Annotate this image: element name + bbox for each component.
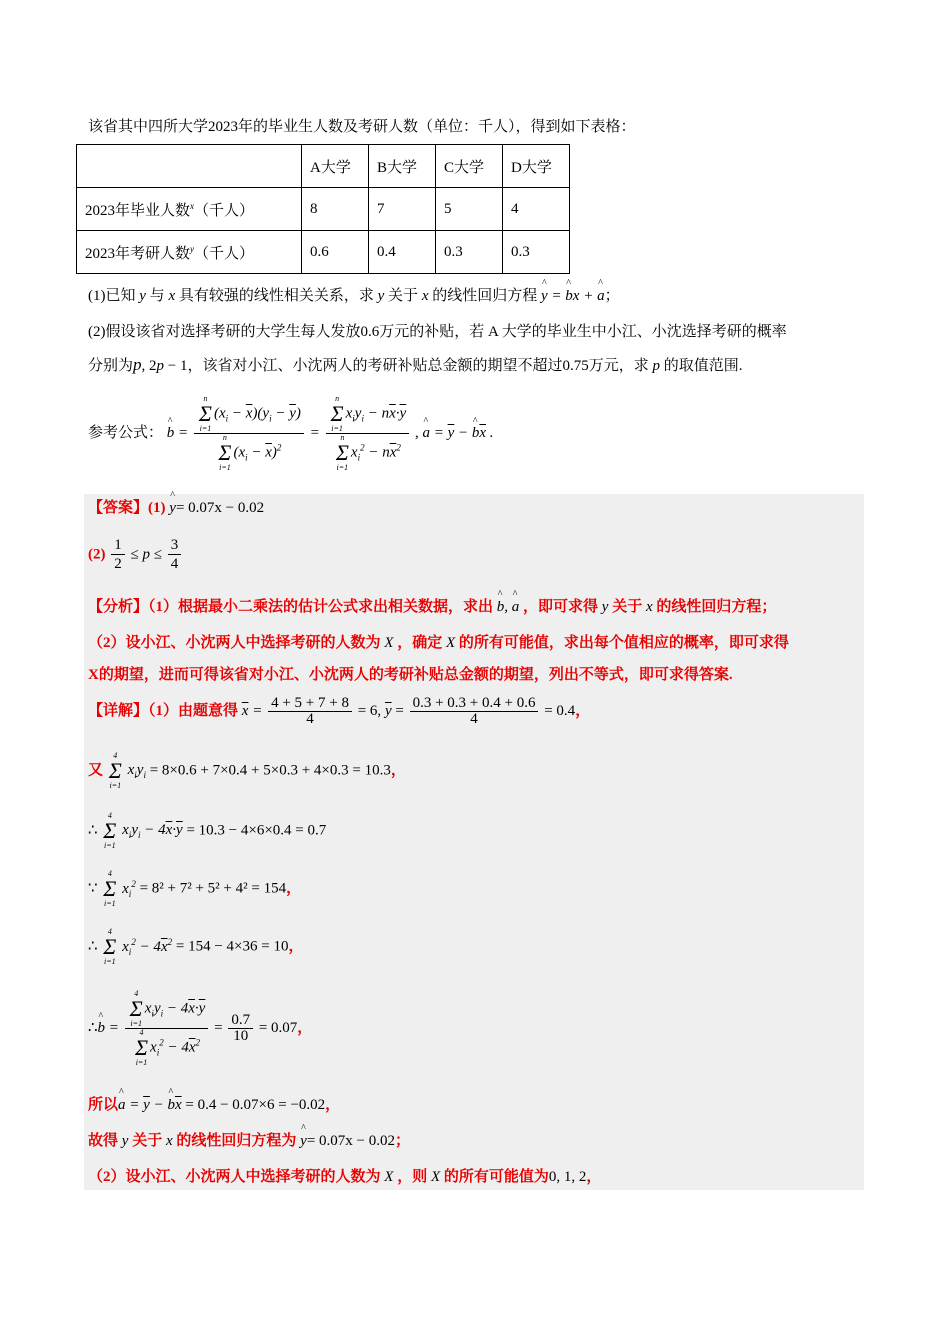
answer-line2: (2) $\frac{1}{2}$ ≤ p ≤ $\frac{3}{4}$	[88, 536, 183, 573]
table-cell: 4	[503, 188, 570, 231]
question-2-line1: (2)假设该省对选择考研的大学生每人发放0.6万元的补贴，若 A 大学的毕业生中小江、小沈选择考研的概率	[88, 324, 787, 340]
table-header-cell: A大学	[302, 145, 369, 188]
analysis-line2: （2）设小江、小沈两人中选择考研的人数为 X ，确定 X 的所有可能值，求出每个值相应的概率，即可求得	[88, 635, 789, 651]
table-cell: 0.4	[369, 231, 436, 274]
regression-formula: ^ y = ^ bx + ^ a	[541, 288, 605, 304]
table-header-cell: B大学	[369, 145, 436, 188]
analysis-line3: X的期望，进而可得该省对小江、小沈两人的考研补贴总金额的期望，列出不等式，即可求得答案.	[88, 667, 733, 683]
table-row	[77, 231, 570, 274]
detail-sum-x2: ∵ 4 Σ i=1 $x_i^2 = 8^2 + 7^2 + 5^2 + 4^2 = 154$，	[88, 869, 302, 908]
table-cell: 0.3	[503, 231, 570, 274]
table-row	[77, 188, 570, 231]
row-label-graduates: 2023年毕业人数$^x$（千人）	[77, 188, 302, 231]
table-header-cell: C大学	[436, 145, 503, 188]
data-table	[76, 144, 570, 274]
analysis-line1: 【分析】（1）根据最小二乘法的估计公式求出相关数据，求出 ^ b, ^ a ，即可求得 y 关于 x 的线性回归方程；	[88, 598, 776, 616]
table-header-row	[77, 145, 570, 188]
detail-part2: （2）设小江、小沈两人中选择考研的人数为 X ，则 X 的所有可能值为0, 1, 2，	[88, 1169, 602, 1185]
detail-b-hat: ∴^ b = 4 Σ i=1 $x_iy_i - 4\overline{x}\cdot\overline{y}$ 4 Σ i=1 $x_i^2 - 4\overline{x}^2$ = $\frac{0.7}{10}$ = 0.07，	[88, 990, 312, 1067]
answer-line1: 【答案】(1) ^ y= 0.07x − 0.02	[88, 499, 264, 517]
table-cell: 5	[436, 188, 503, 231]
question-1: (1)已知 y 与 x 具有较强的线性相关关系，求 y 关于 x 的线性回归方程 ^ y = ^ bx + ^ a；	[88, 287, 620, 305]
reference-formula: 参考公式： ^ b = n Σ i=1 $(x_i - \overline{x})(y_i - \overline{y})$ n Σ i=1 $(x_i - \overline{x})^2$ = n Σ i=1 $x_iy_i - n\overline{x}\cdot\overline{y}$ n Σ i=1 $x_i^2 - n\overline{x}^2$ , ^ $a = \overline{y}$ − ^ $b\overline{x}$ .	[88, 395, 494, 472]
detail-step1: 【详解】（1）由题意得 $\overline{x}$ = $\frac{4 + 5 + 7 + 8}{4}$ = 6, $\overline{y}$ = $\frac{0.3 + 0.3 + 0.4 + 0.6}{4}$ = 0.4，	[88, 695, 591, 727]
table-cell: 8	[302, 188, 369, 231]
table-cell: 7	[369, 188, 436, 231]
row-label-exam-takers: 2023年考研人数$^y$（千人）	[77, 231, 302, 274]
detail-sx2-deviation: ∴ 4 Σ i=1 $x_i^2 - 4\overline{x}^2 = 154 - 4\times 36 = 10$，	[88, 927, 304, 966]
detail-sum-xy: 又 4 Σ i=1 $x_iy_i = 8\times 0.6 + 7\times 0.4 + 5\times 0.3 + 4\times 0.3 = 10.3$，	[88, 751, 406, 790]
detail-conclusion: 故得 y 关于 x 的线性回归方程为 ^ y= 0.07x − 0.02；	[88, 1132, 410, 1150]
question-2-line2: 分别为p, 2p − 1，该省对小江、小沈两人的考研补贴总金额的期望不超过0.75万元，求 p 的取值范围.	[88, 355, 743, 374]
detail-sxy-deviation: ∴ 4 Σ i=1 $x_iy_i - 4\overline{x}\cdot\overline{y} = 10.3 - 4\times 6\times 0.4 = 0.7$	[88, 811, 327, 850]
table-cell: 0.6	[302, 231, 369, 274]
intro-text: 该省其中四所大学2023年的毕业生人数及考研人数（单位：千人），得到如下表格：	[88, 119, 636, 135]
table-header-cell	[77, 145, 302, 188]
table-header-cell: D大学	[503, 145, 570, 188]
detail-a-hat: 所以^ $a = \overline{y}$ − ^ $b\overline{x} = 0.4 - 0.07\times 6 = -0.02$，	[88, 1096, 340, 1114]
table-cell: 0.3	[436, 231, 503, 274]
